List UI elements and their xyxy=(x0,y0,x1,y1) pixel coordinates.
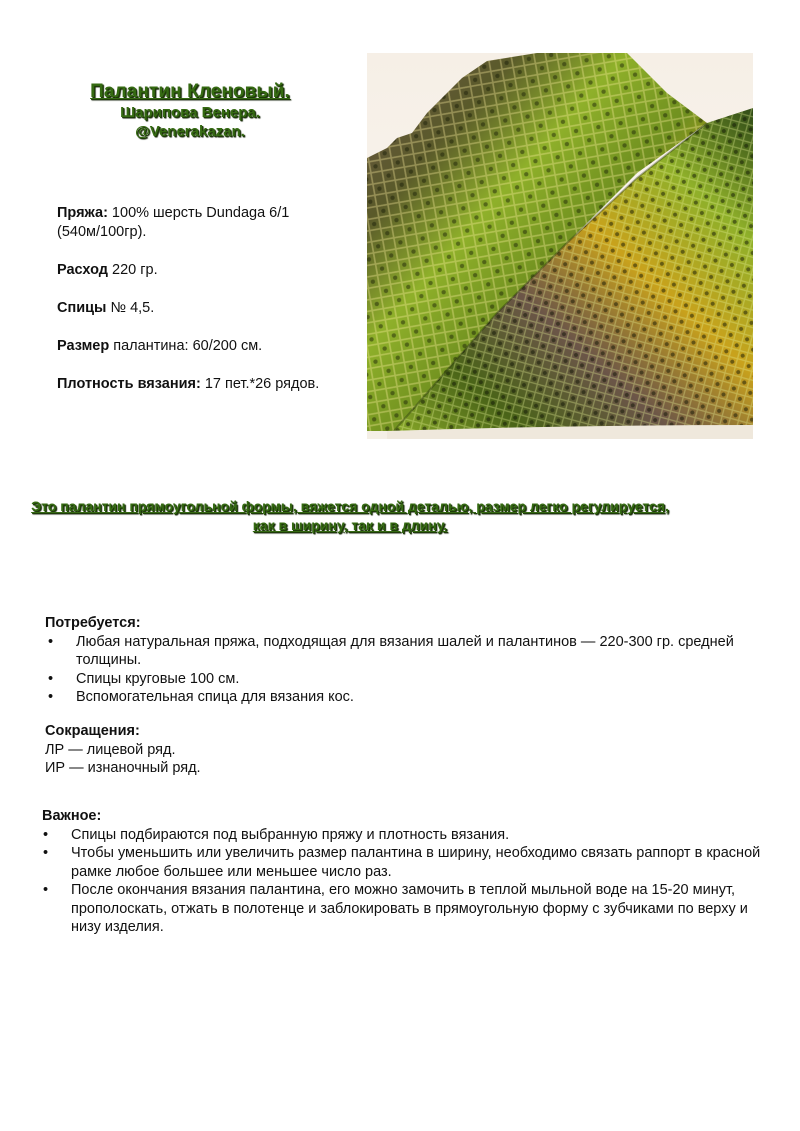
list-item: • Вспомогательная спица для вязания кос. xyxy=(45,688,765,707)
abbreviation-item: ИР — изнаночный ряд. xyxy=(45,760,201,776)
spec-value: 100% шерсть Dundaga 6/1 (540м/100гр). xyxy=(57,205,290,240)
pattern-title: Палантин Кленовый. xyxy=(90,81,290,102)
stole-photo xyxy=(367,53,753,439)
important-list xyxy=(40,826,780,937)
list-item: • Чтобы уменьшить или увеличить размер палантина в ширину, необходимо связать раппорт в красной рамке любое большее или меньшее число раз. xyxy=(40,844,780,881)
abbreviations-heading: Сокращения: xyxy=(45,723,140,739)
spec-yarn xyxy=(57,204,337,242)
requirements-section xyxy=(45,614,765,707)
list-item: • Спицы круговые 100 см. xyxy=(45,670,765,689)
important-heading: Важное: xyxy=(42,808,102,824)
spec-label: Плотность вязания: xyxy=(57,376,201,392)
intro-text: Это палантин прямоугольной формы, вяжется одной деталью, размер легко регулируется, как в ширину, так и в длину. xyxy=(31,498,669,533)
spec-size xyxy=(57,337,337,356)
spec-value: № 4,5. xyxy=(106,300,155,316)
stole-illustration xyxy=(367,53,753,439)
spec-label: Пряжа: xyxy=(57,205,108,221)
spec-value: палантина: 60/200 см. xyxy=(109,338,263,354)
list-item: • Любая натуральная пряжа, подходящая для вязания шалей и палантинов — 220-300 гр. средней толщины. xyxy=(45,633,765,670)
spec-label: Спицы xyxy=(57,300,107,316)
abbreviation-item: ЛР — лицевой ряд. xyxy=(45,741,176,758)
specs-list xyxy=(57,204,337,413)
author-handle: @Venerakazan. xyxy=(135,123,245,140)
spec-gauge xyxy=(57,375,337,394)
list-item: • Спицы подбираются под выбранную пряжу и плотность вязания. xyxy=(40,826,780,845)
requirements-heading: Потребуется: xyxy=(45,615,141,631)
title-block xyxy=(40,80,340,141)
abbreviations-section xyxy=(45,722,445,778)
spec-label: Расход xyxy=(57,262,108,278)
spec-consumption xyxy=(57,261,337,280)
spec-needles xyxy=(57,299,337,318)
spec-label: Размер xyxy=(57,338,110,354)
spec-value: 17 пет.*26 рядов. xyxy=(200,376,320,392)
important-section xyxy=(40,807,780,937)
spec-value: 220 гр. xyxy=(108,262,158,278)
requirements-list xyxy=(45,633,765,707)
author-name: Шарипова Венера. xyxy=(120,104,260,121)
list-item: • После окончания вязания палантина, его можно замочить в теплой мыльной воде на 15-20 минут, прополоскать, отжать в полотенце и заблокировать в прямоугольную форму с зубчиками по верху и низу изделия. xyxy=(40,881,780,937)
